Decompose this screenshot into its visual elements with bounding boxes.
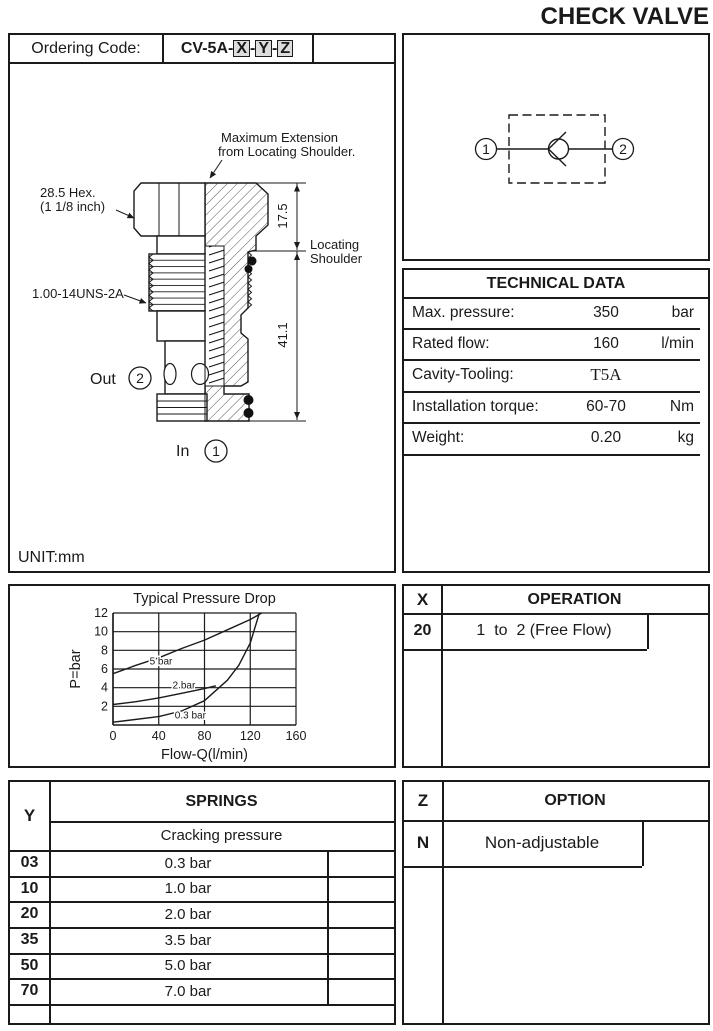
spring-row-value: 3.5 bar — [164, 931, 212, 949]
svg-text:0.3 bar: 0.3 bar — [174, 710, 206, 722]
o-ring-lower — [244, 395, 254, 405]
svg-text:10: 10 — [94, 624, 108, 639]
hex-head — [134, 183, 205, 236]
spring-row-code: 50 — [20, 956, 39, 974]
spring-row-value: 5.0 bar — [164, 957, 212, 974]
option-row-desc: Non-adjustable — [484, 833, 600, 852]
ordering-code-box-z: Z — [277, 40, 293, 57]
tech-row-max-pressure: Max. pressure: 350 bar — [412, 303, 694, 321]
dim-17-5: 17.5 — [275, 203, 290, 229]
svg-text:160: 160 — [285, 729, 307, 743]
valve-sectioned-half — [205, 183, 268, 421]
svg-text:Flow-Q(l/min): Flow-Q(l/min) — [161, 747, 248, 763]
ordering-cell-divider1 — [162, 35, 164, 62]
springs-subheader: Cracking pressure — [160, 827, 283, 844]
svg-text:80: 80 — [197, 729, 212, 743]
svg-text:Shoulder: Shoulder — [310, 251, 363, 266]
svg-text:Typical Pressure Drop: Typical Pressure Drop — [133, 591, 276, 607]
spring-row-value: 0.3 bar — [164, 854, 212, 872]
thread-label: 1.00-14UNS-2A — [32, 286, 124, 301]
hex-leader — [116, 210, 134, 218]
svg-text:P=bar: P=bar — [68, 649, 84, 689]
operation-panel — [402, 584, 710, 768]
svg-text:2: 2 — [136, 370, 144, 386]
tech-row-rated-flow: Rated flow: 160 l/min — [412, 334, 694, 352]
operation-header: OPERATION — [527, 590, 622, 608]
neck — [157, 236, 205, 254]
svg-text:2: 2 — [619, 141, 627, 157]
pressure-drop-chart — [10, 586, 394, 766]
ordering-code-row — [10, 35, 394, 62]
valve-cross-section-drawing — [10, 64, 394, 570]
spring-row-value: 2.0 bar — [164, 905, 212, 923]
spring-row-code: 10 — [20, 879, 39, 897]
svg-text:40: 40 — [151, 729, 166, 743]
max-extension-leader — [210, 160, 222, 178]
option-header: OPTION — [544, 792, 606, 809]
spring-row-code: 70 — [20, 982, 39, 999]
svg-text:(1 1/8 inch): (1 1/8 inch) — [40, 199, 106, 214]
svg-text:2: 2 — [101, 699, 108, 714]
option-row-code: N — [416, 833, 430, 852]
tech-row-torque: Installation torque: 60-70 Nm — [412, 397, 694, 415]
ordering-code-box-y: Y — [255, 40, 272, 57]
outlet-port-hole — [164, 364, 176, 385]
svg-text:120: 120 — [239, 729, 261, 743]
spring-row-code: 20 — [20, 905, 39, 922]
technical-data-panel — [402, 268, 710, 573]
spring-row-code: 35 — [20, 931, 39, 948]
technical-data-header: TECHNICAL DATA — [486, 274, 626, 292]
option-panel — [402, 780, 710, 1025]
svg-text:1: 1 — [482, 141, 490, 157]
svg-text:from Locating Shoulder.: from Locating Shoulder. — [218, 144, 356, 159]
drawing-panel — [8, 33, 396, 573]
page-title: CHECK VALVE — [540, 3, 709, 30]
svg-text:2 bar: 2 bar — [172, 680, 196, 692]
mid-body — [157, 311, 205, 341]
o-ring-upper — [248, 257, 257, 266]
tech-row-cavity: Cavity-Tooling: T5A — [412, 364, 622, 384]
svg-text:8: 8 — [101, 643, 108, 658]
poppet-ball — [549, 139, 569, 159]
pressure-drop-chart-panel — [8, 584, 396, 768]
dim-41-1: 41.1 — [275, 322, 290, 348]
option-col-header: Z — [417, 791, 429, 810]
spring — [205, 246, 224, 386]
springs-col-header: Y — [23, 806, 36, 825]
thread-leader — [124, 295, 146, 303]
spring-row-value: 1.0 bar — [164, 880, 212, 897]
tech-row-weight: Weight: 0.20 kg — [412, 428, 694, 446]
locating-shoulder-label: Locating — [310, 237, 360, 252]
svg-text:1: 1 — [212, 443, 220, 459]
ordering-cell-divider2 — [312, 35, 314, 62]
ordering-code-box-x: X — [233, 40, 250, 57]
svg-text:0: 0 — [109, 729, 117, 743]
spring-row-code: 03 — [20, 854, 39, 871]
spring-row-value: 7.0 bar — [164, 982, 212, 1000]
svg-text:4: 4 — [101, 680, 108, 695]
in-label: In — [176, 443, 190, 460]
svg-text:6: 6 — [101, 662, 108, 676]
springs-header: SPRINGS — [185, 792, 258, 810]
out-label: Out — [90, 371, 116, 388]
svg-text:12: 12 — [94, 606, 108, 620]
unit-note: UNIT:mm — [18, 549, 85, 566]
ordering-code-label: Ordering Code: — [31, 39, 141, 57]
springs-panel — [8, 780, 396, 1025]
check-valve-symbol — [404, 35, 708, 259]
operation-row-desc: 1 to 2 (Free Flow) — [476, 622, 612, 639]
ordering-code-value: CV-5A- X - Y - Z — [162, 40, 312, 58]
operation-col-header: X — [416, 589, 429, 609]
operation-row-code: 20 — [413, 622, 432, 639]
svg-text:5 bar: 5 bar — [149, 656, 173, 668]
symbol-panel — [402, 33, 710, 261]
ordering-code-prefix: CV-5A- — [180, 39, 234, 57]
hex-label: 28.5 Hex. — [40, 185, 96, 200]
max-extension-label: Maximum Extension — [221, 130, 339, 145]
